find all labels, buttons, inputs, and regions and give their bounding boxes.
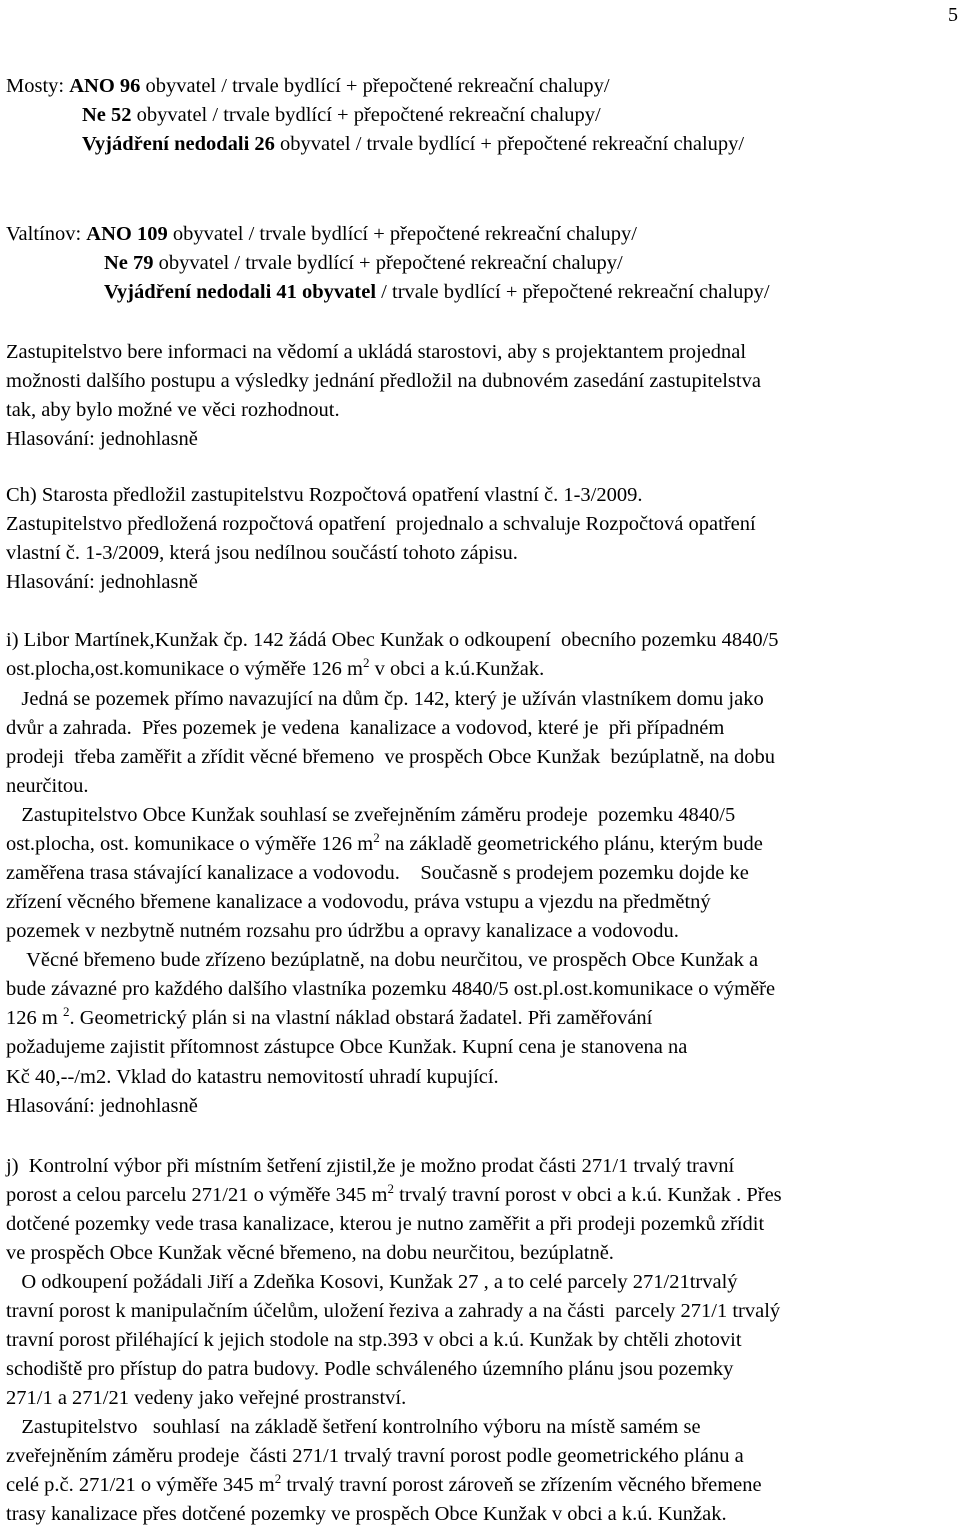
ch-vote: Hlasování: jednohlasně (6, 571, 198, 593)
j-line-8: schodiště pro přístup do patra budovy. Podle schváleného územního plánu jsou pozemky (6, 1358, 734, 1380)
i-line-15: požadujeme zajistit přítomnost zástupce Obce Kunžak. Kupní cena je stanovena na (6, 1036, 688, 1058)
i-line-14-text-a: 126 m (6, 1007, 63, 1029)
i-line-8-text-b: na základě geometrického plánu, kterým bude (379, 833, 763, 855)
j-line-9: 271/1 a 271/21 vedeny jako veřejné prostranství. (6, 1387, 407, 1409)
i-line-14-text-b: . Geometrický plán si na vlastní náklad obstará žadatel. Při zaměřování (69, 1007, 653, 1029)
mosty-ne-text: obyvatel / trvale bydlící + přepočtené rekreační chalupy/ (131, 104, 601, 126)
superscript: 2 (373, 830, 380, 846)
ch-line-1: Ch) Starosta předložil zastupitelstvu Rozpočtová opatření vlastní č. 1-3/2009. (6, 484, 643, 506)
i-line-13: bude závazné pro každého dalšího vlastníka pozemku 4840/5 ost.pl.ost.komunikace o výměře (6, 978, 776, 1000)
i-line-11: pozemek v nezbytně nutném rozsahu pro údržbu a opravy kanalizace a vodovodu. (6, 920, 679, 942)
i-line-2-text-a: ost.plocha,ost.komunikace o výměře 126 m (6, 658, 363, 680)
valtinov-label: Valtínov: (6, 223, 87, 245)
zast1-line-1: Zastupitelstvo bere informaci na vědomí a ukládá starostovi, aby s projektantem projednal (6, 341, 747, 363)
i-line-9: zaměřena trasa stávající kanalizace a vodovodu. Současně s prodejem pozemku dojde ke (6, 862, 749, 884)
valtinov-nedodali-text: / trvale bydlící + přepočtené rekreační chalupy/ (376, 281, 770, 303)
j-line-6: travní porost k manipulačním účelům, uložení řeziva a zahrady a na části parcely 271/1 trvalý (6, 1300, 781, 1322)
j-line-7: travní porost přiléhající k jejich stodole na stp.393 v obci a k.ú. Kunžak by chtěli zhotovit (6, 1329, 742, 1351)
mosty-line-1 (6, 73, 610, 99)
valtinov-ano-text: obyvatel / trvale bydlící + přepočtené rekreační chalupy/ (167, 223, 637, 245)
j-line-1: j) Kontrolní výbor při místním šetření zjistil,že je možno prodat části 271/1 trvalý travní (6, 1155, 735, 1177)
zast1-line-2: možnosti dalšího postupu a výsledky jednání předložil na dubnovém zasedání zastupitelstva (6, 370, 761, 392)
i-line-6: neurčitou. (6, 775, 89, 797)
valtinov-ne-text: obyvatel / trvale bydlící + přepočtené rekreační chalupy/ (153, 252, 623, 274)
valtinov-ano: ANO 109 (86, 223, 168, 245)
i-line-8 (6, 831, 763, 857)
valtinov-nedodali: Vyjádření nedodali 41 obyvatel (104, 281, 377, 303)
j-line-10: Zastupitelstvo souhlasí na základě šetření kontrolního výboru na místě samém se (6, 1416, 701, 1438)
j-line-2-text-b: trvalý travní porost v obci a k.ú. Kunžak . Přes (393, 1184, 782, 1206)
valtinov-line-2 (104, 250, 623, 276)
j-line-11: zveřejněním záměru prodeje části 271/1 trvalý travní porost podle geometrického plánu a (6, 1445, 744, 1467)
i-line-14 (6, 1005, 652, 1031)
i-line-12: Věcné břemeno bude zřízeno bezúplatně, na dobu neurčitou, ve prospěch Obce Kunžak a (6, 949, 759, 971)
ch-line-2: Zastupitelstvo předložená rozpočtová opatření projednalo a schvaluje Rozpočtová opatření (6, 513, 756, 535)
i-line-4: dvůr a zahrada. Přes pozemek je vedena kanalizace a vodovod, které je při případném (6, 717, 725, 739)
i-vote: Hlasování: jednohlasně (6, 1095, 198, 1117)
mosty-nedodali: Vyjádření nedodali 26 (82, 133, 275, 155)
valtinov-ne: Ne 79 (104, 252, 154, 274)
mosty-ano: ANO 96 (69, 75, 141, 97)
superscript: 2 (62, 1004, 70, 1020)
j-line-4: ve prospěch Obce Kunžak věcné břemeno, na dobu neurčitou, bezúplatně. (6, 1242, 614, 1264)
i-line-1: i) Libor Martínek,Kunžak čp. 142 žádá Obec Kunžak o odkoupení obecního pozemku 4840/5 (6, 629, 779, 651)
i-line-16: Kč 40,--/m2. Vklad do katastru nemovitostí uhradí kupující. (6, 1066, 499, 1088)
mosty-ano-text: obyvatel / trvale bydlící + přepočtené rekreační chalupy/ (140, 75, 610, 97)
i-line-10: zřízení věcného břemene kanalizace a vodovodu, práva vstupu a vjezdu na předmětný (6, 891, 711, 913)
i-line-8-text-a: ost.plocha, ost. komunikace o výměře 126 m (6, 833, 374, 855)
mosty-label: Mosty: (6, 75, 70, 97)
j-line-12 (6, 1472, 762, 1498)
j-line-5: O odkoupení požádali Jiří a Zdeňka Kosovi, Kunžak 27 , a to celé parcely 271/21trvalý (6, 1271, 738, 1293)
j-line-12-text-b: trvalý travní porost zároveň se zřízením věcného břemene (281, 1474, 762, 1496)
zast1-line-3: tak, aby bylo možné ve věci rozhodnout. (6, 399, 340, 421)
j-line-3: dotčené pozemky vede trasa kanalizace, kterou je nutno zaměřit a při prodeji pozemků zřídit (6, 1213, 765, 1235)
i-line-7: Zastupitelstvo Obce Kunžak souhlasí se zveřejněním záměru prodeje pozemku 4840/5 (6, 804, 736, 826)
j-line-12-text-a: celé p.č. 271/21 o výměře 345 m (6, 1474, 275, 1496)
ch-line-3: vlastní č. 1-3/2009, která jsou nedílnou součástí tohoto zápisu. (6, 542, 518, 564)
page-number: 5 (948, 4, 958, 26)
mosty-ne: Ne 52 (82, 104, 132, 126)
i-line-3: Jedná se pozemek přímo navazující na dům čp. 142, který je užíván vlastníkem domu jako (6, 688, 764, 710)
valtinov-line-3 (104, 279, 770, 305)
j-line-2 (6, 1182, 782, 1208)
valtinov-line-1 (6, 221, 637, 247)
j-line-2-text-a: porost a celou parcelu 271/21 o výměře 345 m (6, 1184, 388, 1206)
mosty-line-3 (82, 131, 744, 157)
superscript: 2 (387, 1181, 394, 1197)
i-line-5: prodeji třeba zaměřit a zřídit věcné břemeno ve prospěch Obce Kunžak bezúplatně, na dobu (6, 746, 775, 768)
i-line-2 (6, 656, 544, 682)
i-line-2-text-b: v obci a k.ú.Kunžak. (369, 658, 545, 680)
superscript: 2 (274, 1471, 282, 1487)
zast1-vote: Hlasování: jednohlasně (6, 428, 198, 450)
mosty-nedodali-text: obyvatel / trvale bydlící + přepočtené rekreační chalupy/ (274, 133, 745, 155)
j-line-13: trasy kanalizace přes dotčené pozemky ve prospěch Obce Kunžak v obci a k.ú. Kunžak. (6, 1503, 727, 1525)
superscript: 2 (362, 655, 370, 671)
mosty-line-2 (82, 102, 601, 128)
